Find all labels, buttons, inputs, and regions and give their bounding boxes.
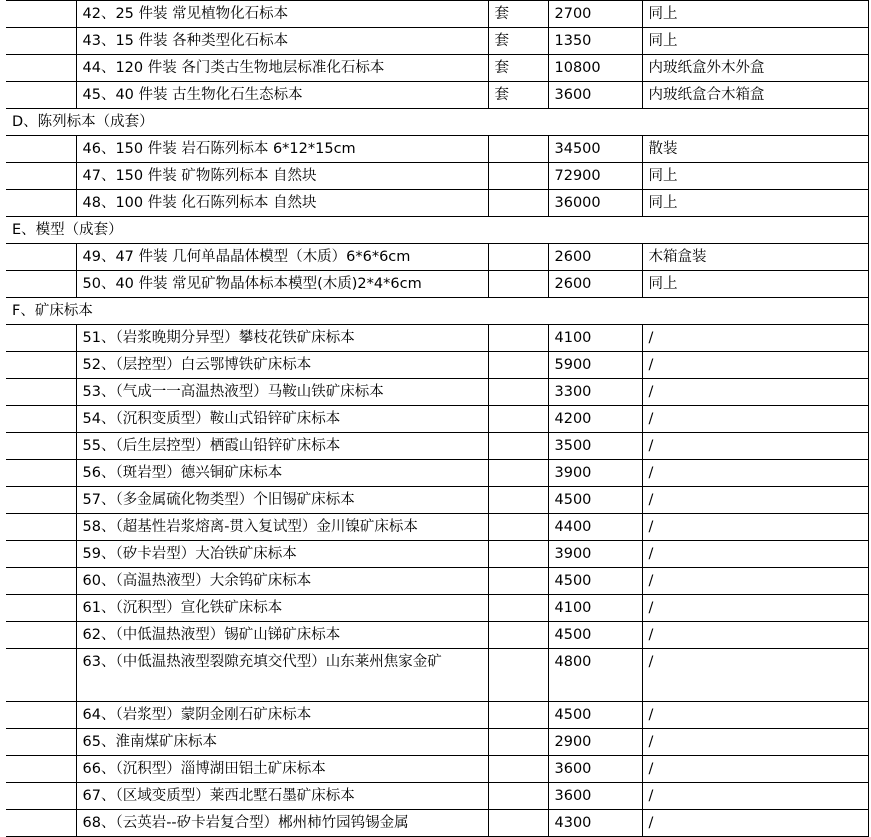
blank-cell: [6, 163, 76, 190]
table-row: [6, 244, 868, 271]
blank-cell: [6, 28, 76, 55]
table-row: [6, 379, 868, 406]
unit-cell: 套: [488, 82, 548, 109]
blank-cell: [6, 487, 76, 514]
note-cell: /: [642, 379, 868, 406]
unit-cell: [488, 649, 548, 702]
item-name-cell: 61、（沉积型）宣化铁矿床标本: [76, 595, 488, 622]
item-name-cell: 63、（中低温热液型裂隙充填交代型）山东莱州焦家金矿: [76, 649, 488, 702]
table-row: [6, 514, 868, 541]
item-name-cell: 50、40 件装 常见矿物晶体标本模型(木质)2*4*6cm: [76, 271, 488, 298]
price-cell: 10800: [548, 55, 642, 82]
table-row: [6, 595, 868, 622]
note-cell: /: [642, 325, 868, 352]
unit-cell: [488, 325, 548, 352]
note-cell: /: [642, 433, 868, 460]
blank-cell: [6, 514, 76, 541]
note-cell: /: [642, 810, 868, 837]
item-name-cell: 64、（岩浆型）蒙阴金刚石矿床标本: [76, 702, 488, 729]
note-cell: /: [642, 352, 868, 379]
item-name-cell: 68、（云英岩--矽卡岩复合型）郴州柿竹园钨锡金属: [76, 810, 488, 837]
unit-cell: [488, 244, 548, 271]
section-title: E、模型（成套）: [6, 217, 868, 244]
price-cell: 4100: [548, 595, 642, 622]
unit-cell: [488, 460, 548, 487]
price-cell: 3900: [548, 541, 642, 568]
price-cell: 1350: [548, 28, 642, 55]
note-cell: /: [642, 514, 868, 541]
table-row: [6, 649, 868, 702]
item-name-cell: 49、47 件装 几何单晶晶体模型（木质）6*6*6cm: [76, 244, 488, 271]
price-cell: 2700: [548, 1, 642, 28]
item-name-cell: 51、（岩浆晚期分异型）攀枝花铁矿床标本: [76, 325, 488, 352]
note-cell: /: [642, 729, 868, 756]
item-name-cell: 47、150 件装 矿物陈列标本 自然块: [76, 163, 488, 190]
unit-cell: [488, 433, 548, 460]
item-name-cell: 45、40 件装 古生物化石生态标本: [76, 82, 488, 109]
unit-cell: [488, 729, 548, 756]
blank-cell: [6, 568, 76, 595]
price-cell: 3600: [548, 756, 642, 783]
note-cell: 同上: [642, 271, 868, 298]
item-name-cell: 43、15 件装 各种类型化石标本: [76, 28, 488, 55]
note-cell: 内玻纸盒合木箱盒: [642, 82, 868, 109]
unit-cell: 套: [488, 28, 548, 55]
price-cell: 4100: [548, 325, 642, 352]
unit-cell: [488, 487, 548, 514]
unit-cell: [488, 190, 548, 217]
blank-cell: [6, 325, 76, 352]
price-cell: 3300: [548, 379, 642, 406]
blank-cell: [6, 1, 76, 28]
note-cell: /: [642, 649, 868, 702]
unit-cell: [488, 379, 548, 406]
note-cell: /: [642, 595, 868, 622]
price-cell: 3500: [548, 433, 642, 460]
item-name-cell: 66、（沉积型）淄博湖田铝土矿床标本: [76, 756, 488, 783]
table-row: [6, 622, 868, 649]
table-row: [6, 729, 868, 756]
blank-cell: [6, 82, 76, 109]
item-name-cell: 62、（中低温热液型）锡矿山锑矿床标本: [76, 622, 488, 649]
price-cell: 72900: [548, 163, 642, 190]
price-cell: 2600: [548, 271, 642, 298]
item-name-cell: 57、（多金属硫化物类型）个旧锡矿床标本: [76, 487, 488, 514]
note-cell: 同上: [642, 28, 868, 55]
table-row: [6, 136, 868, 163]
item-name-cell: 54、（沉积变质型）鞍山式铅锌矿床标本: [76, 406, 488, 433]
unit-cell: [488, 702, 548, 729]
price-cell: 2900: [548, 729, 642, 756]
note-cell: /: [642, 460, 868, 487]
blank-cell: [6, 190, 76, 217]
unit-cell: 套: [488, 1, 548, 28]
item-name-cell: 67、（区域变质型）莱西北墅石墨矿床标本: [76, 783, 488, 810]
blank-cell: [6, 55, 76, 82]
blank-cell: [6, 379, 76, 406]
note-cell: 同上: [642, 1, 868, 28]
item-name-cell: 46、150 件装 岩石陈列标本 6*12*15cm: [76, 136, 488, 163]
table-row: [6, 352, 868, 379]
unit-cell: [488, 756, 548, 783]
table-row: [6, 28, 868, 55]
note-cell: 木箱盒装: [642, 244, 868, 271]
blank-cell: [6, 649, 76, 702]
table-row: [6, 190, 868, 217]
table-row: [6, 1, 868, 28]
price-cell: 3600: [548, 783, 642, 810]
item-name-cell: 56、（斑岩型）德兴铜矿床标本: [76, 460, 488, 487]
note-cell: 同上: [642, 163, 868, 190]
price-cell: 4500: [548, 622, 642, 649]
section-header-row: [6, 298, 868, 325]
table-row: [6, 487, 868, 514]
blank-cell: [6, 541, 76, 568]
unit-cell: 套: [488, 55, 548, 82]
note-cell: 同上: [642, 190, 868, 217]
table-row: [6, 163, 868, 190]
unit-cell: [488, 163, 548, 190]
table-row: [6, 756, 868, 783]
table-row: [6, 82, 868, 109]
table-row: [6, 702, 868, 729]
note-cell: /: [642, 622, 868, 649]
item-name-cell: 42、25 件装 常见植物化石标本: [76, 1, 488, 28]
table-body: [6, 1, 868, 837]
price-cell: 5900: [548, 352, 642, 379]
unit-cell: [488, 541, 548, 568]
blank-cell: [6, 810, 76, 837]
table-row: [6, 406, 868, 433]
table-row: [6, 541, 868, 568]
unit-cell: [488, 810, 548, 837]
section-title: D、陈列标本（成套）: [6, 109, 868, 136]
table-row: [6, 460, 868, 487]
price-cell: 4500: [548, 487, 642, 514]
unit-cell: [488, 271, 548, 298]
unit-cell: [488, 783, 548, 810]
price-cell: 4800: [548, 649, 642, 702]
table-row: [6, 55, 868, 82]
item-name-cell: 55、（后生层控型）栖霞山铅锌矿床标本: [76, 433, 488, 460]
note-cell: /: [642, 487, 868, 514]
blank-cell: [6, 756, 76, 783]
blank-cell: [6, 595, 76, 622]
price-cell: 4400: [548, 514, 642, 541]
table-row: [6, 568, 868, 595]
note-cell: /: [642, 783, 868, 810]
blank-cell: [6, 244, 76, 271]
blank-cell: [6, 622, 76, 649]
item-name-cell: 60、（高温热液型）大余钨矿床标本: [76, 568, 488, 595]
unit-cell: [488, 622, 548, 649]
item-name-cell: 52、（层控型）白云鄂博铁矿床标本: [76, 352, 488, 379]
note-cell: /: [642, 702, 868, 729]
item-name-cell: 58、（超基性岩浆熔离-贯入复试型）金川镍矿床标本: [76, 514, 488, 541]
blank-cell: [6, 460, 76, 487]
unit-cell: [488, 406, 548, 433]
note-cell: 内玻纸盒外木外盒: [642, 55, 868, 82]
section-header-row: [6, 217, 868, 244]
price-cell: 3900: [548, 460, 642, 487]
note-cell: /: [642, 541, 868, 568]
price-cell: 4500: [548, 568, 642, 595]
price-cell: 4200: [548, 406, 642, 433]
price-cell: 4300: [548, 810, 642, 837]
specimen-price-table: [6, 0, 869, 837]
table-row: [6, 783, 868, 810]
blank-cell: [6, 702, 76, 729]
price-cell: 4500: [548, 702, 642, 729]
item-name-cell: 53、（气成一一高温热液型）马鞍山铁矿床标本: [76, 379, 488, 406]
note-cell: /: [642, 568, 868, 595]
note-cell: /: [642, 756, 868, 783]
blank-cell: [6, 352, 76, 379]
item-name-cell: 65、淮南煤矿床标本: [76, 729, 488, 756]
unit-cell: [488, 568, 548, 595]
unit-cell: [488, 136, 548, 163]
section-header-row: [6, 109, 868, 136]
table-row: [6, 433, 868, 460]
blank-cell: [6, 433, 76, 460]
note-cell: 散装: [642, 136, 868, 163]
blank-cell: [6, 783, 76, 810]
item-name-cell: 59、（矽卡岩型）大冶铁矿床标本: [76, 541, 488, 568]
unit-cell: [488, 352, 548, 379]
note-cell: /: [642, 406, 868, 433]
item-name-cell: 48、100 件装 化石陈列标本 自然块: [76, 190, 488, 217]
price-cell: 36000: [548, 190, 642, 217]
unit-cell: [488, 514, 548, 541]
table-row: [6, 271, 868, 298]
blank-cell: [6, 136, 76, 163]
item-name-cell: 44、120 件装 各门类古生物地层标准化石标本: [76, 55, 488, 82]
blank-cell: [6, 406, 76, 433]
price-cell: 34500: [548, 136, 642, 163]
blank-cell: [6, 271, 76, 298]
blank-cell: [6, 729, 76, 756]
table-row: [6, 810, 868, 837]
unit-cell: [488, 595, 548, 622]
table-row: [6, 325, 868, 352]
price-cell: 3600: [548, 82, 642, 109]
section-title: F、矿床标本: [6, 298, 868, 325]
price-cell: 2600: [548, 244, 642, 271]
